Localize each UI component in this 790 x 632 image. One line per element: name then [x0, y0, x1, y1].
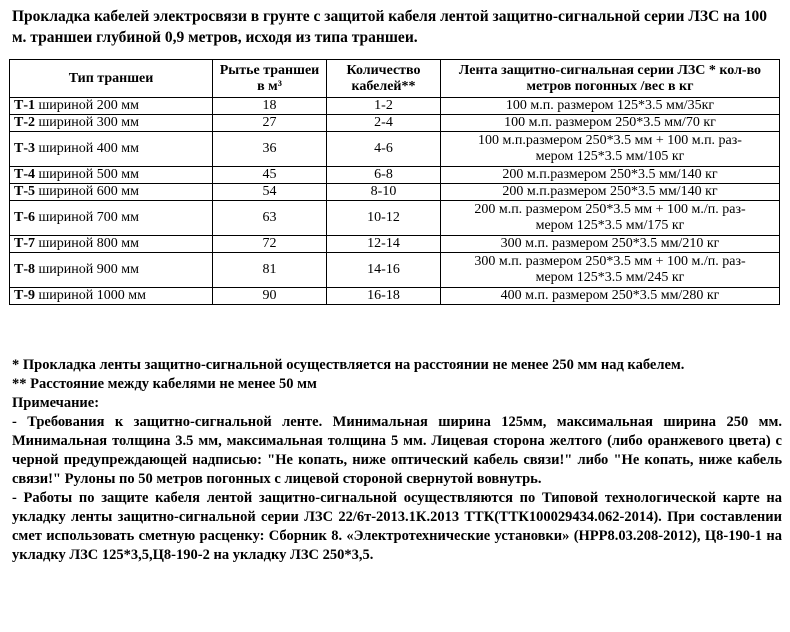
- table-row: [10, 184, 780, 201]
- trench-width: шириной 300 мм: [38, 115, 139, 130]
- tape-line: 100 м.п. размером 250*3.5 мм/70 кг: [504, 115, 716, 130]
- trench-width: шириной 200 мм: [38, 98, 139, 113]
- tape-line: 200 м.п. размером 250*3.5 мм + 100 м./п. раз-: [474, 202, 746, 217]
- cable-count-cell: 12-14: [327, 236, 441, 253]
- trench-type-cell: [10, 115, 213, 132]
- tape-line: 300 м.п. размером 250*3.5 мм/210 кг: [500, 236, 720, 251]
- digging-volume-cell: 18: [213, 98, 327, 115]
- tape-line: 300 м.п. размером 250*3.5 мм + 100 м./п. раз-: [474, 254, 746, 269]
- trench-width: шириной 400 мм: [38, 141, 139, 156]
- trench-type-cell: [10, 288, 213, 305]
- remark-tape-requirements: - Требования к защитно-сигнальной ленте. Минимальная ширина 125мм, максимальная ширина 250 мм. Минимальная толщина 3.5 мм, максимальная толщина 5 мм. Лицевая сторона желтого (либо оранжевого цвета) с черной предупреждающей надписью: "Не копать, ниже оптический кабель связи!" либо "Не копать, ниже кабель связи!" Рулоны по 50 метров погонных с лицевой стороной свернутой вовнутрь.: [12, 414, 782, 487]
- tape-line: 400 м.п. размером 250*3.5 мм/280 кг: [500, 288, 720, 303]
- trench-code: Т-2: [14, 115, 35, 130]
- remark-work-procedure: - Работы по защите кабеля лентой защитно-сигнальной осуществляются по Типовой технологической карте на укладку ленты защитно-сигнальной серии ЛЗС 22/6т-2013.1К.2013 ТТК(ТТК100029434.062-2014). При составлении смет использовать сметную расценку: Сборник 8. «Электротехнические установки» (НРР8.03.208-2012), Ц8-190-1 на укладку ЛЗС 125*3,5,Ц8-190-2 на укладку ЛЗС 250*3,5.: [12, 490, 782, 563]
- table-row: [10, 253, 780, 288]
- document-title: Прокладка кабелей электросвязи в грунте с защитой кабеля лентой защитно-сигнальной серии ЛЗС на 100 м. траншеи глубиной 0,9 метров, исходя из типа траншеи.: [12, 8, 767, 46]
- tape-line: мером 125*3.5 мм/245 кг: [535, 270, 685, 285]
- tape-line: 100 м.п. размером 125*3.5 мм/35кг: [505, 98, 715, 113]
- cable-count-cell: 16-18: [327, 288, 441, 305]
- trench-type-cell: [10, 132, 213, 167]
- table-row: [10, 201, 780, 236]
- table-row: [10, 115, 780, 132]
- cable-count-cell: 1-2: [327, 98, 441, 115]
- trench-code: Т-4: [14, 167, 35, 182]
- tape-line: 200 м.п.размером 250*3.5 мм/140 кг: [502, 167, 718, 182]
- table-row: [10, 98, 780, 115]
- trench-type-cell: [10, 201, 213, 236]
- trench-width: шириной 1000 мм: [38, 288, 146, 303]
- header-tape: Лента защитно-сигнальная серии ЛЗС * кол-во метров погонных /вес в кг: [441, 60, 780, 98]
- cable-count-cell: 6-8: [327, 167, 441, 184]
- trench-code: Т-1: [14, 98, 35, 113]
- cable-count-cell: 4-6: [327, 132, 441, 167]
- notes-section: [12, 356, 782, 565]
- tape-line: 100 м.п.размером 250*3.5 мм + 100 м.п. раз-: [478, 133, 742, 148]
- digging-volume-cell: 54: [213, 184, 327, 201]
- trench-code: Т-3: [14, 141, 35, 156]
- trench-type-cell: [10, 167, 213, 184]
- tape-cell: [441, 236, 780, 253]
- table-header-row: [10, 60, 780, 98]
- trench-width: шириной 500 мм: [38, 167, 139, 182]
- tape-line: 200 м.п.размером 250*3.5 мм/140 кг: [502, 184, 718, 199]
- digging-volume-cell: 81: [213, 253, 327, 288]
- digging-volume-cell: 27: [213, 115, 327, 132]
- tape-cell: [441, 98, 780, 115]
- footnote-cable-distance: ** Расстояние между кабелями не менее 50 мм: [12, 376, 317, 392]
- table-row: [10, 167, 780, 184]
- trench-width: шириной 700 мм: [38, 210, 139, 225]
- digging-volume-cell: 72: [213, 236, 327, 253]
- header-digging-volume: Рытье траншеи в м³: [213, 60, 327, 98]
- trench-code: Т-9: [14, 288, 35, 303]
- tape-line: мером 125*3.5 мм/105 кг: [535, 149, 685, 164]
- cable-count-cell: 8-10: [327, 184, 441, 201]
- digging-volume-cell: 90: [213, 288, 327, 305]
- tape-cell: [441, 288, 780, 305]
- tape-cell: [441, 167, 780, 184]
- trench-type-cell: [10, 253, 213, 288]
- remark-heading: Примечание:: [12, 395, 100, 411]
- tape-cell: [441, 184, 780, 201]
- tape-cell: [441, 201, 780, 236]
- trench-width: шириной 900 мм: [38, 262, 139, 277]
- cable-count-cell: 2-4: [327, 115, 441, 132]
- tape-line: мером 125*3.5 мм/175 кг: [535, 218, 685, 233]
- footnote-tape-distance: * Прокладка ленты защитно-сигнальной осуществляется на расстоянии не менее 250 мм над кабелем.: [12, 357, 685, 373]
- header-cable-count: Количество кабелей**: [327, 60, 441, 98]
- trench-type-cell: [10, 184, 213, 201]
- trench-code: Т-6: [14, 210, 35, 225]
- cable-count-cell: 10-12: [327, 201, 441, 236]
- trench-code: Т-8: [14, 262, 35, 277]
- trench-code: Т-7: [14, 236, 35, 251]
- tape-cell: [441, 253, 780, 288]
- tape-cell: [441, 132, 780, 167]
- table-row: [10, 236, 780, 253]
- table-row: [10, 288, 780, 305]
- digging-volume-cell: 63: [213, 201, 327, 236]
- trench-type-cell: [10, 98, 213, 115]
- trench-type-cell: [10, 236, 213, 253]
- tape-cell: [441, 115, 780, 132]
- trench-width: шириной 800 мм: [38, 236, 139, 251]
- trench-width: шириной 600 мм: [38, 184, 139, 199]
- digging-volume-cell: 45: [213, 167, 327, 184]
- cable-count-cell: 14-16: [327, 253, 441, 288]
- trench-code: Т-5: [14, 184, 35, 199]
- header-trench-type: Тип траншеи: [10, 60, 213, 98]
- digging-volume-cell: 36: [213, 132, 327, 167]
- table-body: [10, 98, 780, 305]
- trench-table: [9, 59, 780, 305]
- table-row: [10, 132, 780, 167]
